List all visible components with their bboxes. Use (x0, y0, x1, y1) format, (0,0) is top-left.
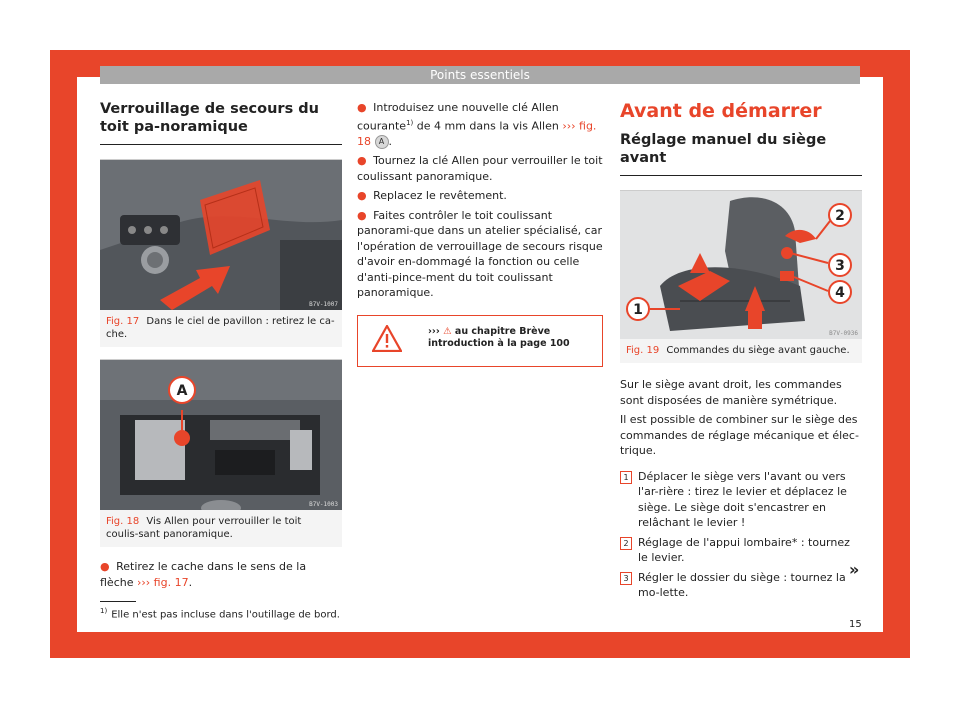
figure-link[interactable]: ››› fig. 18 (357, 119, 597, 148)
title-rule (100, 144, 342, 145)
footnote (100, 607, 340, 620)
step-number: 1 (620, 471, 632, 484)
callout-a: A (176, 383, 188, 399)
figure-code: B7V-1003 (309, 501, 338, 508)
bullet-icon: ● (357, 154, 367, 168)
callout-2: 2 (835, 208, 845, 224)
caption-text: Dans le ciel de pavillon : retirez le ca-che. (106, 316, 335, 340)
figure-18 (100, 359, 342, 547)
left-column (100, 100, 342, 594)
figure-code: B7V-1007 (309, 301, 338, 308)
callout-4: 4 (835, 285, 845, 301)
figure-19-photo (620, 191, 862, 339)
caption-text: Commandes du siège avant gauche. (666, 345, 850, 356)
bullet-text: Tournez la clé Allen pour verrouiller le toit coulissant panoramique. (357, 154, 603, 183)
bullet-item: ● Introduisez une nouvelle clé Allen courante$^{1)}$ de 4 mm dans la vis Allen ››› fig. 18 A . (357, 101, 597, 148)
figure-17 (100, 159, 342, 347)
figure-link[interactable]: ››› fig. 17 (136, 575, 189, 589)
figure-label: Fig. 17 (106, 316, 140, 327)
step-item (620, 535, 862, 566)
step-number: 3 (620, 572, 632, 585)
figure-18-photo (100, 360, 342, 510)
caption-text: Vis Allen pour verrouiller le toit coulis-sant panoramique. (106, 516, 302, 540)
figure-17-photo (100, 160, 342, 310)
chapter-title: Avant de démarrer (620, 100, 822, 122)
right-column (620, 100, 862, 605)
section-title: Réglage manuel du siège avant (620, 132, 827, 166)
bullet-item (357, 188, 603, 204)
warning-text[interactable] (428, 326, 596, 350)
step-text: Régler le dossier du siège : tournez la mo-lette. (638, 570, 846, 599)
paragraph: Il est possible de combiner sur le siège des commandes de réglage mécanique et élec-trique. (620, 413, 859, 457)
warning-box (357, 315, 603, 367)
small-warning-icon: ⚠ (443, 325, 452, 337)
figure-19 (620, 190, 862, 363)
warning-link-text: au chapitre Brève introduction à la page 100 (428, 325, 570, 349)
callout-badge: A (375, 135, 389, 149)
bullet-icon: ● (100, 560, 110, 573)
bullet-text: Retirez le cache dans le sens de la flèche (100, 560, 307, 589)
step-item (620, 469, 862, 531)
footnote-ref[interactable]: 1) (406, 118, 414, 127)
bullet-text: Faites contrôler le toit coulissant panorami-que dans un atelier spécialisé, car l'opération de verrouillage de secours risque d'avoir en-dommagé la fonction ou celle d'anti-pince-ment du toit coulissant panoramique. (357, 208, 603, 300)
footnote-mark: 1) (100, 607, 108, 615)
section-title-text: Verrouillage de secours du toit pa-noramique (100, 101, 319, 135)
figure-code: B7V-0936 (829, 330, 858, 337)
continue-marker: » (849, 560, 860, 579)
footnote-text: Elle n'est pas incluse dans l'outillage de bord. (111, 609, 340, 621)
section-title (100, 100, 342, 136)
bullet-icon: ● (357, 101, 367, 114)
step-text: Déplacer le siège vers l'avant ou vers l'ar-rière : tirez le levier et déplacez le siège. Le siège doit s'encastrer en relâchant le levier ! (638, 469, 847, 529)
paragraph: Sur le siège avant droit, les commandes sont disposées de manière symétrique. (620, 378, 842, 407)
figure-caption (620, 339, 862, 363)
page-number: 15 (849, 619, 862, 630)
figure-caption (100, 310, 342, 347)
step-text: Réglage de l'appui lombaire* : tournez le levier. (638, 535, 850, 564)
step-item (620, 570, 862, 601)
callout-1: 1 (633, 302, 643, 318)
bullet-text: Replacez le revêtement. (373, 189, 507, 203)
bullet-item (357, 208, 603, 301)
callout-3: 3 (835, 258, 845, 274)
bullet-item (357, 153, 603, 184)
step-number: 2 (620, 537, 632, 550)
bullet-icon: ● (357, 208, 367, 222)
bullet-item (100, 559, 342, 590)
middle-column (357, 100, 603, 367)
bullet-icon: ● (357, 189, 367, 203)
title-rule (620, 175, 862, 176)
warning-triangle-icon (372, 325, 402, 356)
figure-label: Fig. 19 (626, 345, 660, 356)
section-header: Points essentiels (100, 66, 860, 84)
footnote-rule (100, 601, 136, 602)
bullet-text: Introduisez une nouvelle clé Allen courante (357, 101, 559, 133)
figure-label: Fig. 18 (106, 516, 140, 527)
bullet-end: . (188, 575, 193, 589)
ref-arrows: ››› (428, 325, 440, 337)
bullet-text: de 4 mm dans la vis Allen (416, 119, 559, 133)
figure-caption (100, 510, 342, 547)
